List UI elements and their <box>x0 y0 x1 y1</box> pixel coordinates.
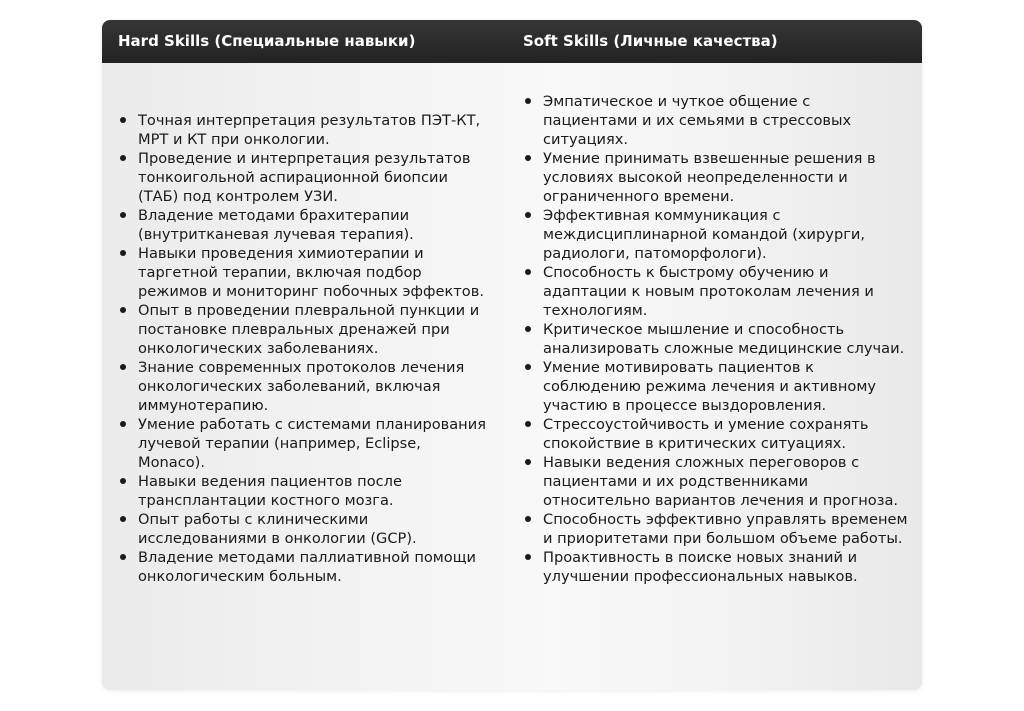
list-item: Способность эффективно управлять временем и приоритетами при большом объеме работы. <box>523 510 908 548</box>
list-item: Опыт в проведении плевральной пункции и постановке плевральных дренажей при онкологических заболеваниях. <box>118 301 488 358</box>
list-item: Навыки проведения химиотерапии и таргетной терапии, включая подбор режимов и мониторинг побочных эффектов. <box>118 244 488 301</box>
list-item: Умение работать с системами планирования лучевой терапии (например, Eclipse, Monaco). <box>118 415 488 472</box>
hard-skills-heading: Hard Skills (Специальные навыки) <box>118 32 416 50</box>
list-item: Проведение и интерпретация результатов тонкоигольной аспирационной биопсии (ТАБ) под контролем УЗИ. <box>118 149 488 206</box>
list-item: Навыки ведения пациентов после трансплантации костного мозга. <box>118 472 488 510</box>
list-item: Критическое мышление и способность анализировать сложные медицинские случаи. <box>523 320 908 358</box>
list-item: Владение методами паллиативной помощи онкологическим больным. <box>118 548 488 586</box>
hard-skills-list <box>118 111 488 586</box>
list-item: Владение методами брахитерапии (внутритканевая лучевая терапия). <box>118 206 488 244</box>
list-item: Опыт работы с клиническими исследованиями в онкологии (GCP). <box>118 510 488 548</box>
soft-skills-list <box>523 92 908 586</box>
list-item: Точная интерпретация результатов ПЭТ-КТ, МРТ и КТ при онкологии. <box>118 111 488 149</box>
table-header <box>102 20 922 63</box>
list-item: Проактивность в поиске новых знаний и улучшении профессиональных навыков. <box>523 548 908 586</box>
list-item: Стрессоустойчивость и умение сохранять спокойствие в критических ситуациях. <box>523 415 908 453</box>
soft-skills-heading: Soft Skills (Личные качества) <box>523 32 778 50</box>
list-item: Эмпатическое и чуткое общение с пациентами и их семьями в стрессовых ситуациях. <box>523 92 908 149</box>
list-item: Эффективная коммуникация с междисциплинарной командой (хирурги, радиологи, патоморфологи). <box>523 206 908 263</box>
skills-table <box>102 20 922 690</box>
list-item: Способность к быстрому обучению и адаптации к новым протоколам лечения и технологиям. <box>523 263 908 320</box>
list-item: Умение принимать взвешенные решения в условиях высокой неопределенности и ограниченного времени. <box>523 149 908 206</box>
list-item: Знание современных протоколов лечения онкологических заболеваний, включая иммунотерапию. <box>118 358 488 415</box>
list-item: Умение мотивировать пациентов к соблюдению режима лечения и активному участию в процессе выздоровления. <box>523 358 908 415</box>
list-item: Навыки ведения сложных переговоров с пациентами и их родственниками относительно вариантов лечения и прогноза. <box>523 453 908 510</box>
